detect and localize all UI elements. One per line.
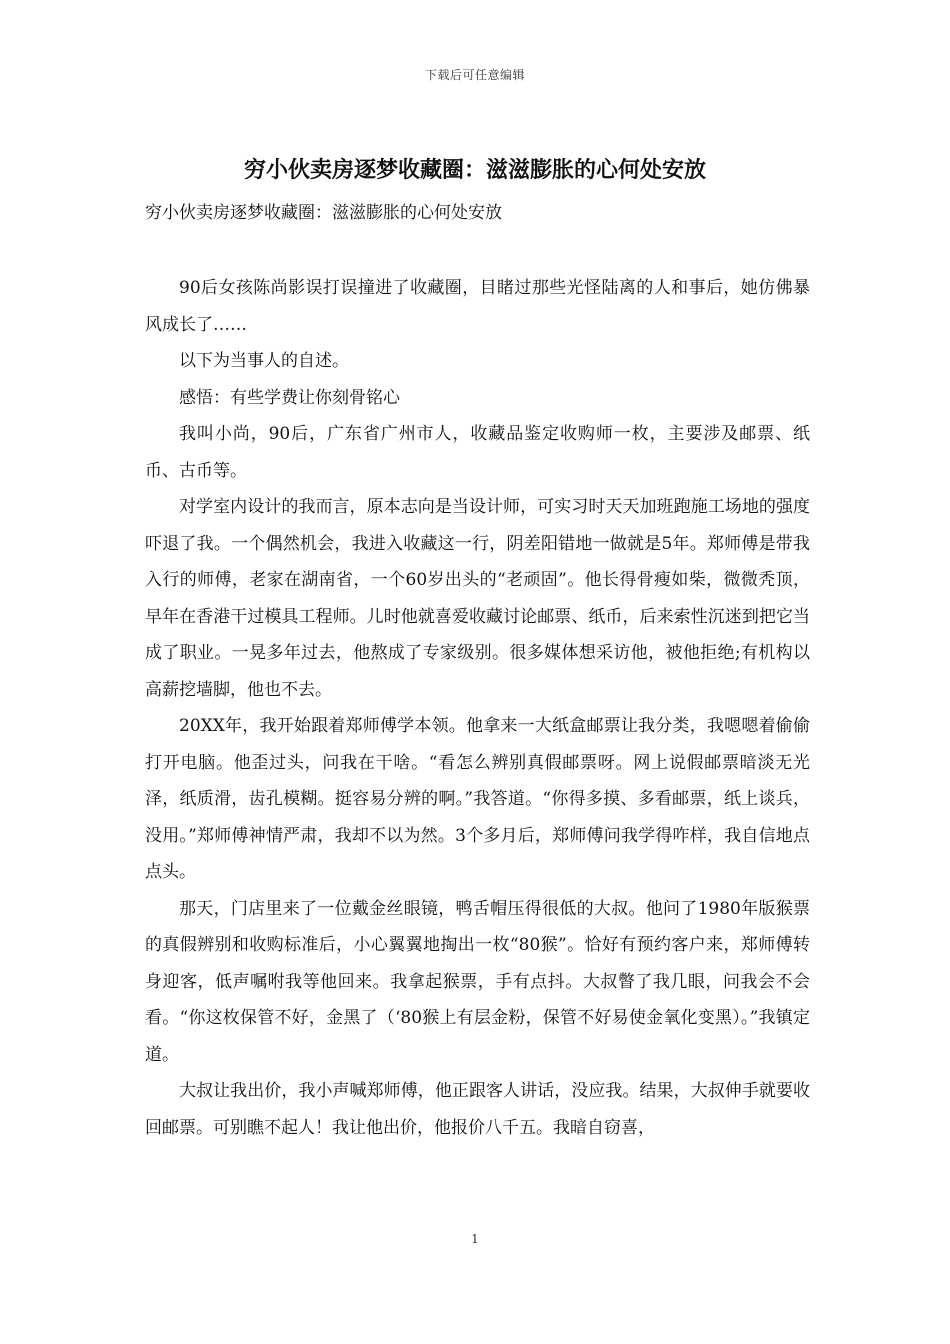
header-note: 下载后可任意编辑 (424, 68, 525, 82)
paragraph-intro: 90后女孩陈尚影误打误撞进了收藏圈，目睹过那些光怪陆离的人和事后，她仿佛暴风成长了…… (145, 278, 810, 335)
paragraph-self-intro: 我叫小尚，90后，广东省广州市人，收藏品鉴定收购师一枚，主要涉及邮票、纸币、古币等。 (145, 424, 810, 481)
document-subtitle: 穷小伙卖房逐梦收藏圈：滋滋膨胀的心何处安放 (145, 203, 502, 223)
document-title: 穷小伙卖房逐梦收藏圈：滋滋膨胀的心何处安放 (243, 157, 706, 183)
paragraph-offer: 大叔让我出价，我小声喊郑师傅，他正跟客人讲话，没应我。结果，大叔伸手就要收回邮票。可别瞧不起人！我让他出价，他报价八千五。我暗自窃喜， (145, 1081, 810, 1138)
paragraph-mentor: 对学室内设计的我而言，原本志向是当设计师，可实习时天天加班跑施工场地的强度吓退了我。一个偶然机会，我进入收藏这一行，阴差阳错地一做就是5年。郑师傅是带我入行的师傅，老家在湖南省，一个60岁出头的“老顽固”。他长得骨瘦如柴，微微秃顶，早年在香港干过模具工程师。儿时他就喜爱收藏讨论邮票、纸币，后来索性沉迷到把它当成了职业。一晃多年过去，他熬成了专家级别。很多媒体想采访他，被他拒绝;有机构以高薪挖墙脚，他也不去。 (145, 497, 810, 700)
page-number: 1 (471, 1232, 479, 1246)
document-body (145, 270, 810, 1146)
paragraph-insight-heading: 感悟：有些学费让你刻骨铭心 (179, 387, 400, 408)
paragraph-customer: 那天，门店里来了一位戴金丝眼镜，鸭舌帽压得很低的大叔。他问了1980年版猴票的真假辨别和收购标准后，小心翼翼地掏出一枚“80猴”。恰好有预约客户来，郑师傅转身迎客，低声嘱咐我等他回来。我拿起猴票，手有点抖。大叔瞥了我几眼，问我会不会看。“你这枚保管不好，金黑了（‘80猴上有层金粉，保管不好易使金氧化变黑）。”我镇定道。 (145, 898, 810, 1065)
paragraph-self-statement: 以下为当事人的自述。 (179, 351, 349, 371)
paragraph-learning: 20XX年，我开始跟着郑师傅学本领。他拿来一大纸盒邮票让我分类，我嗯嗯着偷偷打开电脑。他歪过头，问我在干啥。“看怎么辨别真假邮票呀。网上说假邮票暗淡无光泽，纸质滑，齿孔模糊。挺容易分辨的啊。”我答道。“你得多摸、多看邮票，纸上谈兵，没用。”郑师傅神情严肃，我却不以为然。3个多月后，郑师傅问我学得咋样，我自信地点点头。 (145, 716, 810, 882)
